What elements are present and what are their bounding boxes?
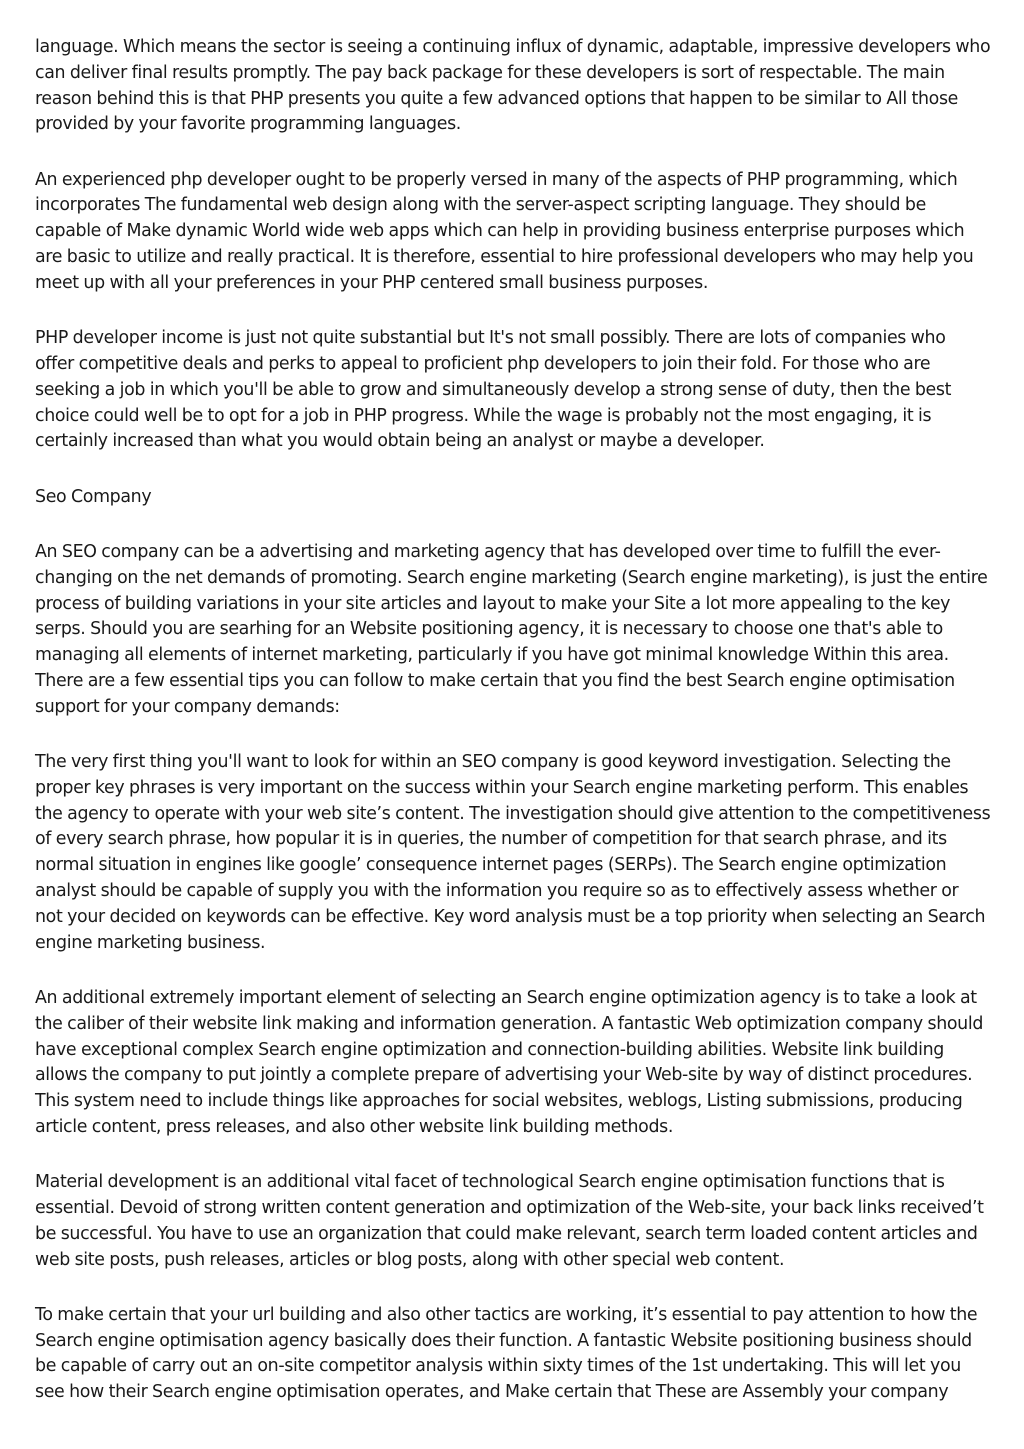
paragraph-developer-income — [35, 326, 995, 455]
text-line: the caliber of their website link making and information generation. A fantastic Web optimization company should — [35, 1013, 984, 1034]
text-line: offer competitive deals and perks to appeal to proficient php developers to join their fold. For those who are — [35, 353, 931, 374]
text-line: not your decided on keywords can be effective. Key word analysis must be a top priority when selecting an Search — [35, 906, 986, 927]
paragraph-intro-continuation — [35, 35, 995, 138]
paragraph-experienced-developer — [35, 168, 995, 297]
paragraph-keyword-investigation — [35, 750, 995, 956]
text-line: the agency to operate with your web site’s content. The investigation should give attention to the competitiveness — [35, 803, 991, 824]
text-line: analyst should be capable of supply you with the information you require so as to effectively assess whether or — [35, 881, 959, 902]
text-line: be successful. You have to use an organization that could make relevant, search term loaded content articles and — [35, 1223, 978, 1244]
text-line: engine marketing business. — [35, 932, 266, 953]
text-line: There are a few essential tips you can follow to make certain that you find the best Search engine optimisation — [35, 670, 955, 691]
text-line: serps. Should you are searhing for an Website positioning agency, it is necessary to choose one that's able to — [35, 619, 943, 640]
document-page — [35, 35, 995, 1436]
text-line: Material development is an additional vital facet of technological Search engine optimisation functions that is — [35, 1172, 945, 1193]
text-line: seeking a job in which you'll be able to grow and simultaneously develop a strong sense of duty, then the best — [35, 379, 952, 400]
text-line: choice could well be to opt for a job in PHP progress. While the wage is probably not the most engaging, it is — [35, 405, 932, 426]
text-line: see how their Search engine optimisation operates, and Make certain that These are Assembly your company — [35, 1382, 949, 1403]
text-line: normal situation in engines like google’ consequence internet pages (SERPs). The Search engine optimization — [35, 855, 947, 876]
paragraph-link-making — [35, 986, 995, 1141]
text-line: To make certain that your url building and also other tactics are working, it’s essential to pay attention to how the — [35, 1304, 978, 1325]
text-line: language. Which means the sector is seeing a continuing influx of dynamic, adaptable, impressive developers who — [35, 37, 991, 57]
paragraph-url-building-tactics — [35, 1303, 995, 1406]
text-line: This system need to include things like approaches for social websites, weblogs, Listing submissions, producing — [35, 1091, 963, 1112]
text-line: essential. Devoid of strong written content generation and optimization of the Web-site, your back links received’t — [35, 1197, 984, 1218]
text-line: managing all elements of internet marketing, particularly if you have got minimal knowledge Within this area. — [35, 645, 949, 666]
text-line: capable of Make dynamic World wide web apps which can help in providing business enterprise purposes which — [35, 221, 965, 242]
text-line: An SEO company can be a advertising and marketing agency that has developed over time to fulfill the ever- — [35, 541, 941, 562]
paragraph-section-heading-seo-company — [35, 485, 995, 511]
text-line: have exceptional complex Search engine optimization and connection-building abilities. Website link building — [35, 1039, 944, 1060]
text-line: An experienced php developer ought to be properly versed in many of the aspects of PHP programming, which — [35, 169, 958, 190]
text-line: provided by your favorite programming languages. — [35, 114, 461, 135]
text-line: are basic to utilize and really practical. It is therefore, essential to hire professional developers who may help you — [35, 247, 974, 268]
text-line: certainly increased than what you would obtain being an analyst or maybe a developer. — [35, 431, 765, 452]
text-line: proper key phrases is very important on the success within your Search engine marketing perform. This enables — [35, 777, 969, 798]
text-line: PHP developer income is just not quite substantial but It's not small possibly. There are lots of companies who — [35, 328, 946, 349]
text-line: of every search phrase, how popular it is in queries, the number of competition for that search phrase, and its — [35, 829, 947, 850]
paragraph-seo-company-intro — [35, 540, 995, 721]
text-line: The very first thing you'll want to look for within an SEO company is good keyword investigation. Selecting the — [35, 752, 951, 773]
text-line: allows the company to put jointly a complete prepare of advertising your Web-site by way of distinct procedures. — [35, 1065, 973, 1086]
paragraph-material-development — [35, 1170, 995, 1273]
text-line: can deliver final results promptly. The pay back package for these developers is sort of respectable. The main — [35, 62, 945, 83]
text-line: reason behind this is that PHP presents you quite a few advanced options that happen to be similar to All those — [35, 88, 959, 109]
text-line: Seo Company — [35, 486, 152, 507]
text-line: be capable of carry out an on-site competitor analysis within sixty times of the 1st undertaking. This will let you — [35, 1356, 961, 1377]
text-line: article content, press releases, and also other website link building methods. — [35, 1116, 674, 1137]
text-line: meet up with all your preferences in your PHP centered small business purposes. — [35, 272, 709, 293]
text-line: incorporates The fundamental web design along with the server-aspect scripting language. They should be — [35, 195, 926, 216]
text-line: An additional extremely important element of selecting an Search engine optimization agency is to take a look at — [35, 987, 977, 1008]
text-line: Search engine optimisation agency basically does their function. A fantastic Website positioning business should — [35, 1330, 972, 1351]
text-line: support for your company demands: — [35, 696, 340, 717]
text-line: process of building variations in your site articles and layout to make your Site a lot more appealing to the key — [35, 593, 951, 614]
text-line: changing on the net demands of promoting. Search engine marketing (Search engine marketing), is just the entire — [35, 567, 988, 588]
text-line: web site posts, push releases, articles or blog posts, along with other special web content. — [35, 1249, 785, 1270]
